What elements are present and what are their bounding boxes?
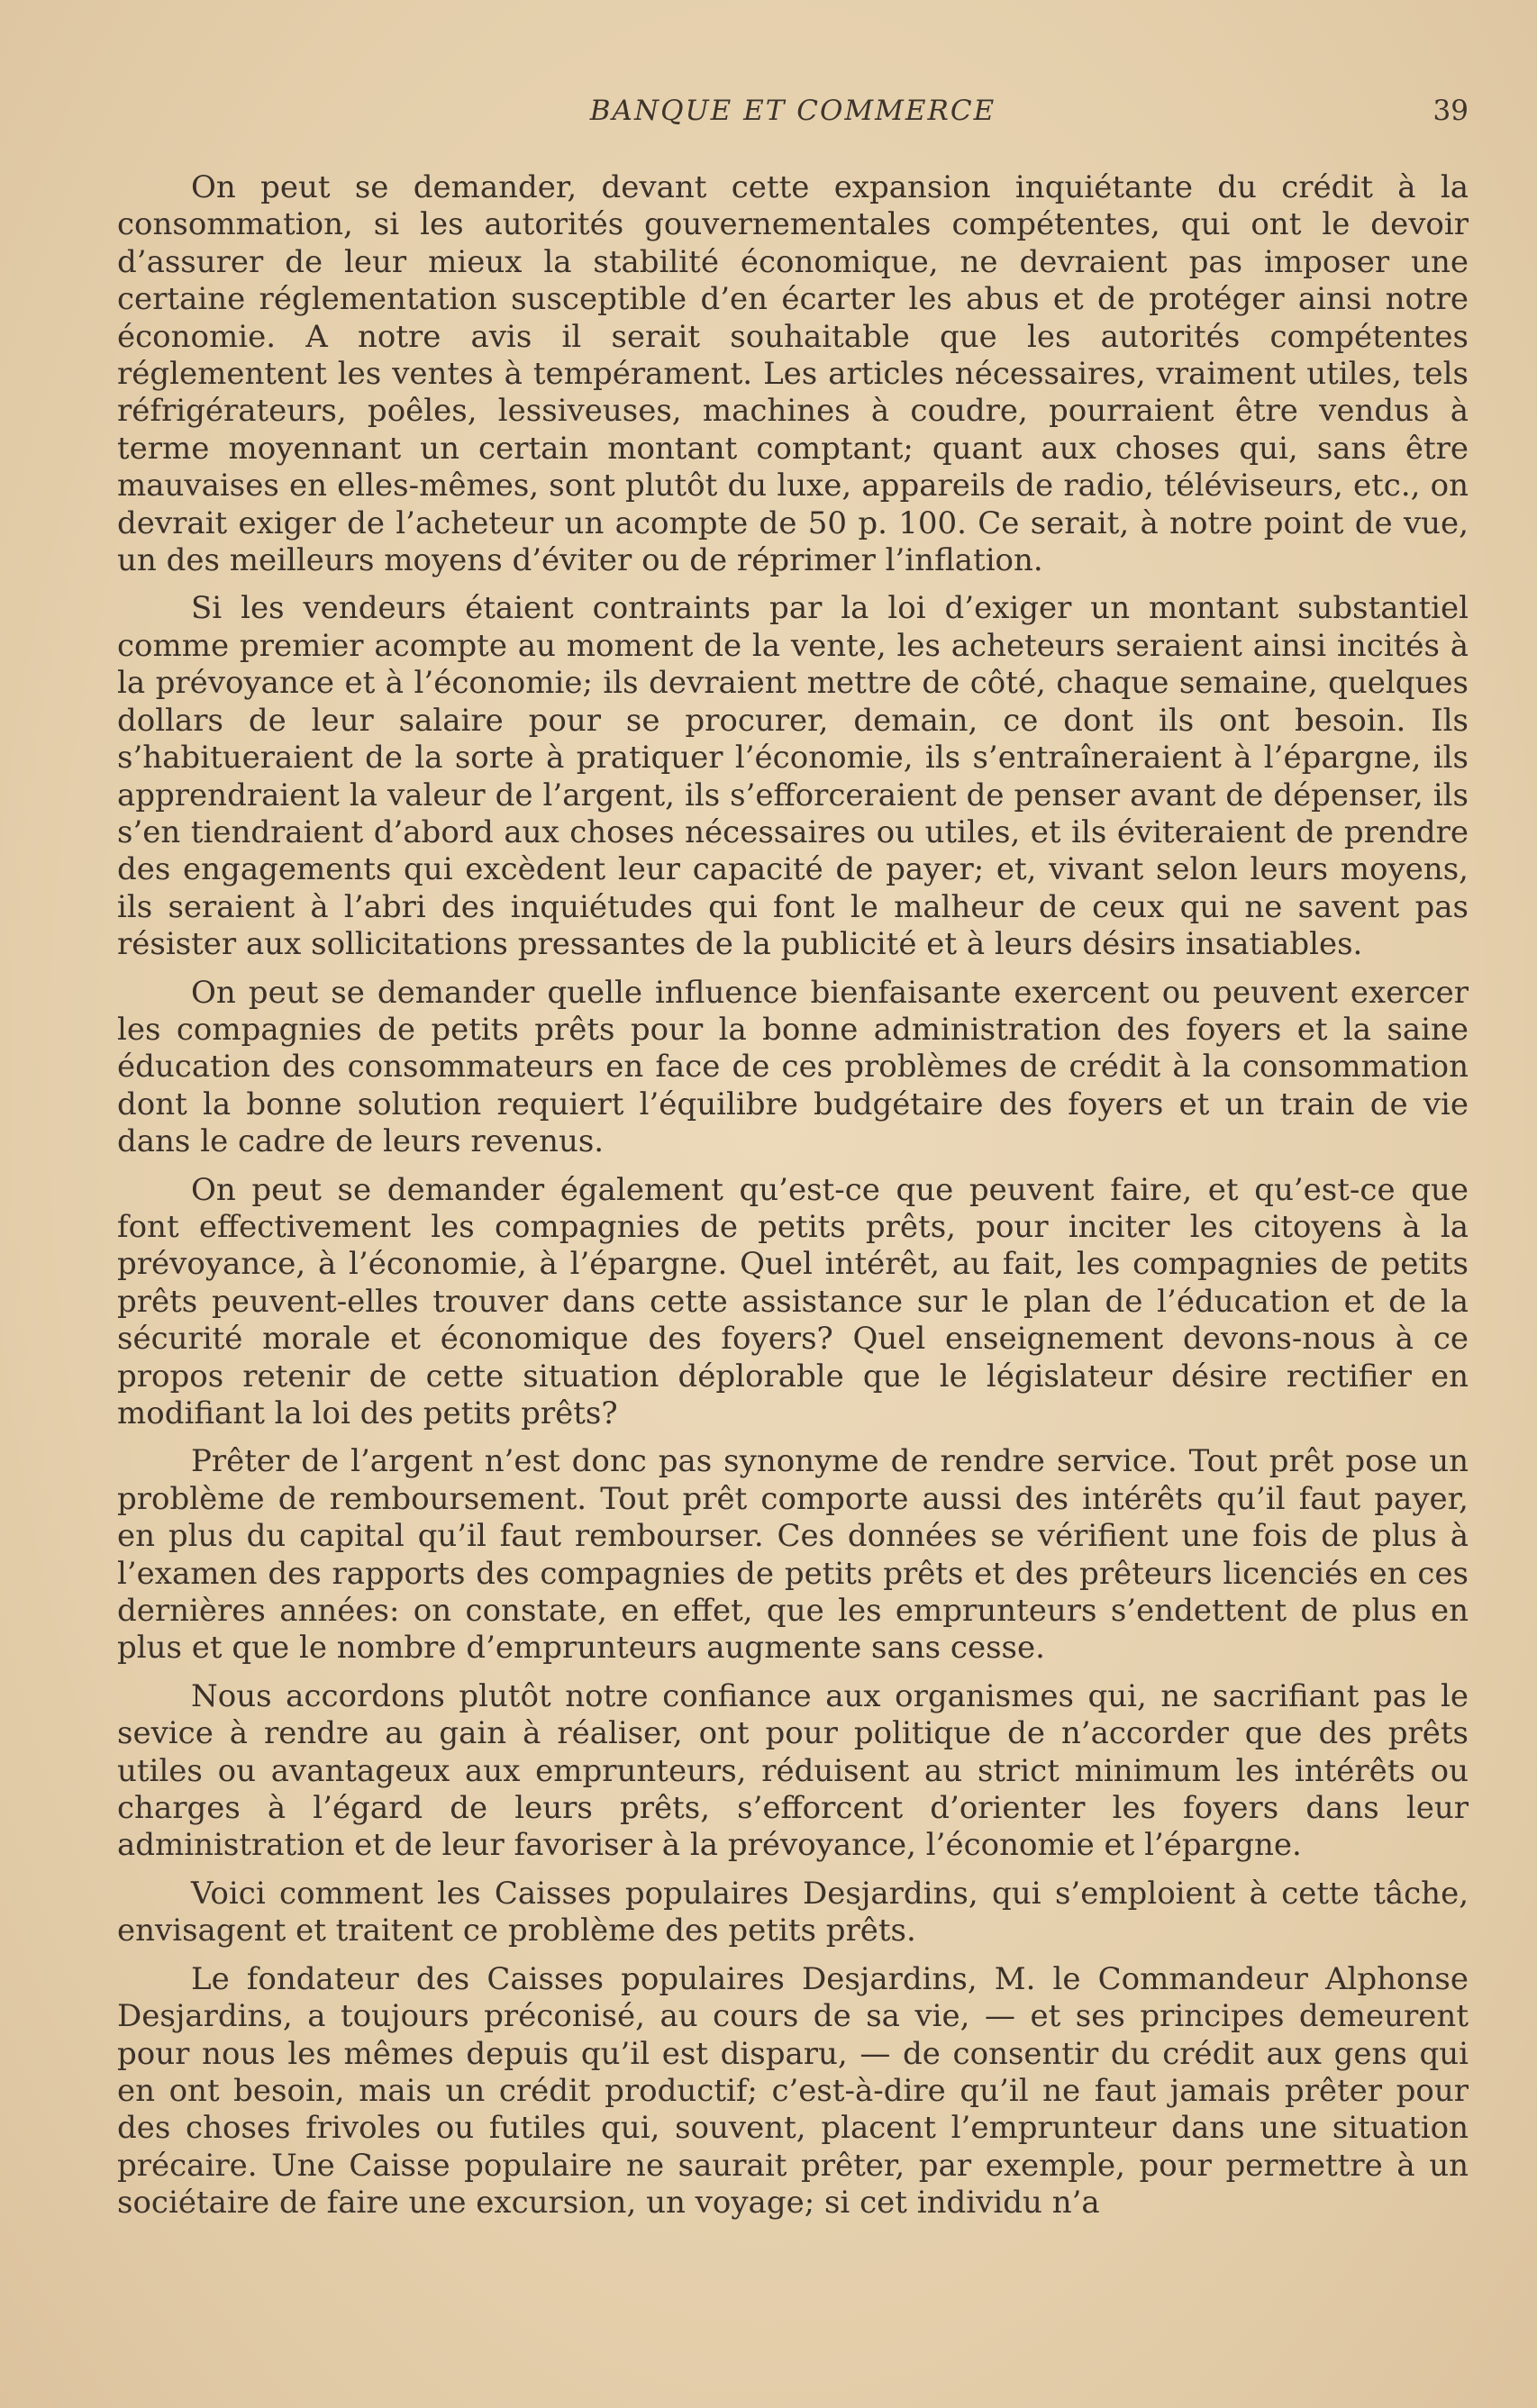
paragraph-lending-not-service: Prêter de l’argent n’est donc pas synonyme de rendre service. Tout prêt pose un problème de remboursement. Tout prêt comporte aussi des intérêts qu’il faut payer, en plus du capital qu’il faut rembourser. Ces données se vérifient une fois de plus à l’examen des rapports des compagnies de petits prêts et des prêteurs licenciés en ces dernières années: on constate, en effet, que les emprunteurs s’endettent de plus en plus et que le nombre d’emprunteurs augmente sans cesse.	[117, 1443, 1469, 1667]
running-title: BANQUE ET COMMERCE	[589, 95, 996, 127]
paragraph-loan-companies-role: On peut se demander également qu’est-ce que peuvent faire, et qu’est-ce que font effectivement les compagnies de petits prêts, pour inciter les citoyens à la prévoyance, à l’économie, à l’épargne. Quel intérêt, au fait, les compagnies de petits prêts peuvent-elles trouver dans cette assistance sur le plan de l’éducation et de la sécurité morale et économique des foyers? Quel enseignement devons-nous à ce propos retenir de cette situation déplorable que le législateur désire rectifier en modifiant la loi des petits prêts?	[117, 1171, 1469, 1431]
page-header	[117, 88, 1469, 133]
paragraph-founder-principles: Le fondateur des Caisses populaires Desjardins, M. le Commandeur Alphonse Desjardins, a toujours préconisé, au cours de sa vie, — et ses principes demeurent pour nous les mêmes depuis qu’il est disparu, — de consentir du crédit aux gens qui en ont besoin, mais un crédit productif; c’est-à-dire qu’il ne faut jamais prêter pour des choses frivoles ou futiles qui, souvent, placent l’emprunteur dans une situation précaire. Une Caisse populaire ne saurait prêter, par exemple, pour permettre à un sociétaire de faire une excursion, un voyage; si cet individu n’a	[117, 1960, 1469, 2222]
paragraph-loan-companies-influence: On peut se demander quelle influence bienfaisante exercent ou peuvent exercer les compagnies de petits prêts pour la bonne administration des foyers et la saine éducation des consommateurs en face de ces problèmes de crédit à la consommation dont la bonne solution requiert l’équilibre budgétaire des foyers et un train de vie dans le cadre de leurs revenus.	[117, 974, 1469, 1160]
paragraph-caisses-populaires: Voici comment les Caisses populaires Desjardins, qui s’emploient à cette tâche, envisagent et traitent ce problème des petits prêts.	[117, 1875, 1469, 1949]
paragraph-trusted-organisms: Nous accordons plutôt notre confiance aux organismes qui, ne sacrifiant pas le sevice à rendre au gain à réaliser, ont pour politique de n’accorder que des prêts utiles ou avantageux aux emprunteurs, réduisent au strict minimum les intérêts ou charges à l’égard de leurs prêts, s’efforcent d’orienter les foyers dans leur administration et de leur favoriser à la prévoyance, l’économie et l’épargne.	[117, 1677, 1469, 1864]
page-number: 39	[1432, 95, 1469, 127]
paragraph-down-payment: Si les vendeurs étaient contraints par la loi d’exiger un montant substantiel comme premier acompte au moment de la vente, les acheteurs seraient ainsi incités à la prévoyance et à l’économie; ils devraient mettre de côté, chaque semaine, quelques dollars de leur salaire pour se procurer, demain, ce dont ils ont besoin. Ils s’habitueraient de la sorte à pratiquer l’économie, ils s’entraîneraient à l’épargne, ils apprendraient la valeur de l’argent, ils s’efforceraient de penser avant de dépenser, ils s’en tiendraient d’abord aux choses nécessaires ou utiles, et ils éviteraient de prendre des engagements qui excèdent leur capacité de payer; et, vivant selon leurs moyens, ils seraient à l’abri des inquiétudes qui font le malheur de ceux qui ne savent pas résister aux sollicitations pressantes de la publicité et à leurs désirs insatiables.	[117, 590, 1469, 963]
body-text	[117, 169, 1469, 2222]
paragraph-credit-regulation: On peut se demander, devant cette expansion inquiétante du crédit à la consommation, si les autorités gouvernementales compétentes, qui ont le devoir d’assurer de leur mieux la stabilité économique, ne devraient pas imposer une certaine réglementation susceptible d’en écarter les abus et de protéger ainsi notre économie. A notre avis il serait souhaitable que les autorités compétentes réglementent les ventes à tempérament. Les articles nécessaires, vraiment utiles, tels réfrigérateurs, poêles, lessiveuses, machines à coudre, pourraient être vendus à terme moyennant un certain montant comptant; quant aux choses qui, sans être mauvaises en elles-mêmes, sont plutôt du luxe, appareils de radio, téléviseurs, etc., on devrait exiger de l’acheteur un acompte de 50 p. 100. Ce serait, à notre point de vue, un des meilleurs moyens d’éviter ou de réprimer l’inflation.	[117, 169, 1469, 579]
